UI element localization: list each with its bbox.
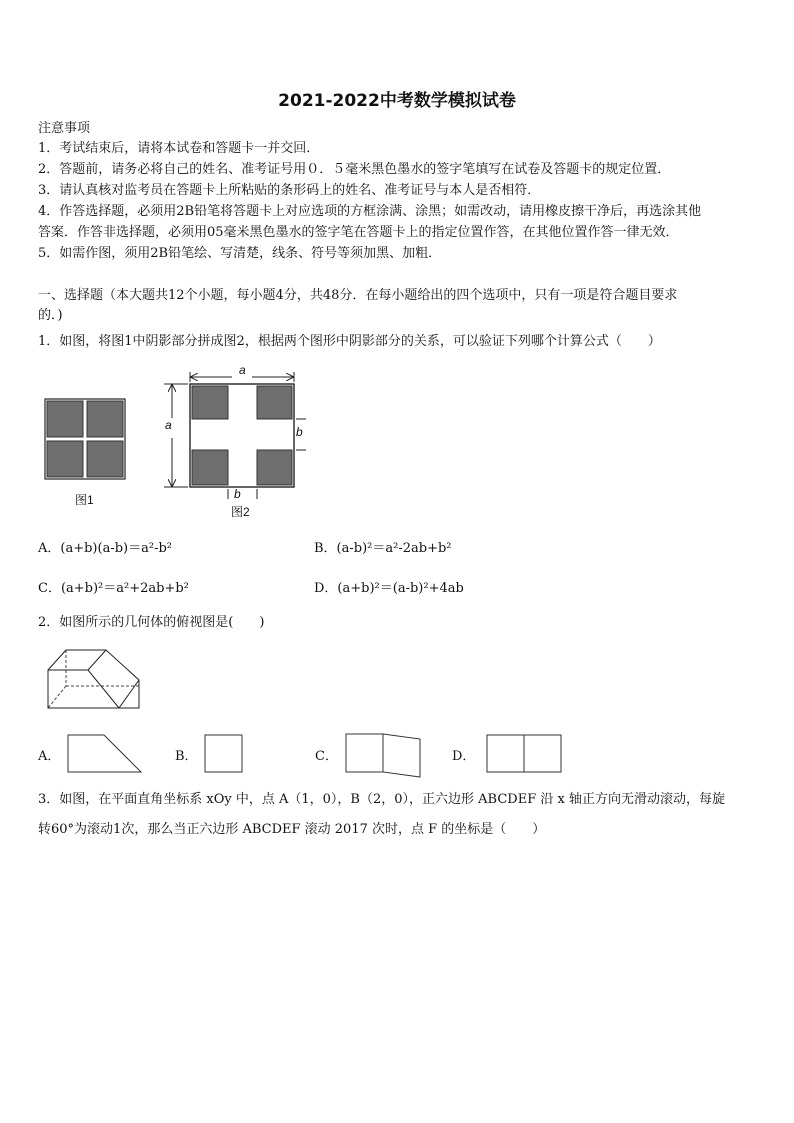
- section-heading: 一、选择题（本大题共12个小题，每小题4分，共48分．在每小题给出的四个选项中，只有一项是符合题目要求: [38, 288, 678, 303]
- question-1-stem: 1．如图，将图1中阴影部分拼成图2，根据两个图形中阴影部分的关系，可以验证下列哪个计算公式（ ）: [38, 334, 661, 349]
- question-2-stem: 2．如图所示的几何体的俯视图是( ): [38, 615, 265, 630]
- notice-heading: 注意事项: [38, 121, 91, 136]
- question-3-line-2: 转60°为滚动1次，那么当正六边形 ABCDEF 滚动 2017 次时，点 F 的坐标是（ ）: [38, 822, 546, 837]
- q2-option-d-shape[interactable]: [486, 734, 564, 774]
- notice-item-4: 4．作答选择题，必须用2B铅笔将答题卡上对应选项的方框涂满、涂黑；如需改动，请用橡皮擦干净后，再选涂其他: [38, 204, 702, 219]
- q2-option-b-label[interactable]: B．: [175, 749, 198, 764]
- page-title: 2021-2022中考数学模拟试卷: [278, 91, 516, 111]
- q1-option-b[interactable]: B．(a-b)²＝a²-2ab+b²: [314, 541, 452, 556]
- q2-option-d-label[interactable]: D．: [452, 749, 476, 764]
- figure-1: [44, 398, 126, 480]
- q2-option-c-label[interactable]: C．: [315, 749, 338, 764]
- label-a-top: a: [239, 363, 246, 377]
- q1-option-d[interactable]: D．(a+b)²＝(a-b)²+4ab: [314, 581, 464, 596]
- notice-item-4-cont: 答案．作答非选择题，必须用05毫米黑色墨水的签字笔在答题卡上的指定位置作答，在其他位置作答一律无效．: [38, 225, 679, 240]
- question-3-line-1: 3．如图，在平面直角坐标系 xOy 中，点 A（1，0），B（2，0），正六边形 ABCDEF 沿 x 轴正方向无滑动滚动，每旋: [38, 792, 725, 807]
- section-heading-cont: 的．): [38, 308, 63, 323]
- notice-item-5: 5．如需作图，须用2B铅笔绘、写清楚，线条、符号等须加黑、加粗．: [38, 246, 442, 261]
- notice-item-2: 2．答题前，请务必将自己的姓名、准考证号用０．５毫米黑色墨水的签字笔填写在试卷及答题卡的规定位置．: [38, 162, 671, 177]
- q2-solid-figure: [46, 648, 142, 712]
- figure-2: [160, 366, 310, 491]
- label-b-right: b: [296, 425, 303, 439]
- notice-item-3: 3．请认真核对监考员在答题卡上所粘贴的条形码上的姓名、准考证号与本人是否相符．: [38, 183, 541, 198]
- label-b-bottom: b: [234, 487, 241, 501]
- q1-option-c[interactable]: C．(a+b)²＝a²+2ab+b²: [38, 581, 189, 596]
- notice-item-1: 1．考试结束后，请将本试卷和答题卡一并交回．: [38, 141, 320, 156]
- figure-1-caption: 图1: [75, 493, 94, 507]
- label-a-left: a: [165, 418, 172, 432]
- q2-option-c-shape[interactable]: [345, 733, 423, 779]
- q1-option-a[interactable]: A．(a+b)(a-b)＝a²-b²: [38, 541, 172, 556]
- q2-option-a-shape[interactable]: [67, 734, 143, 774]
- q2-option-a-label[interactable]: A．: [38, 749, 61, 764]
- q2-option-b-shape[interactable]: [204, 734, 244, 774]
- figure-2-caption: 图2: [231, 505, 250, 519]
